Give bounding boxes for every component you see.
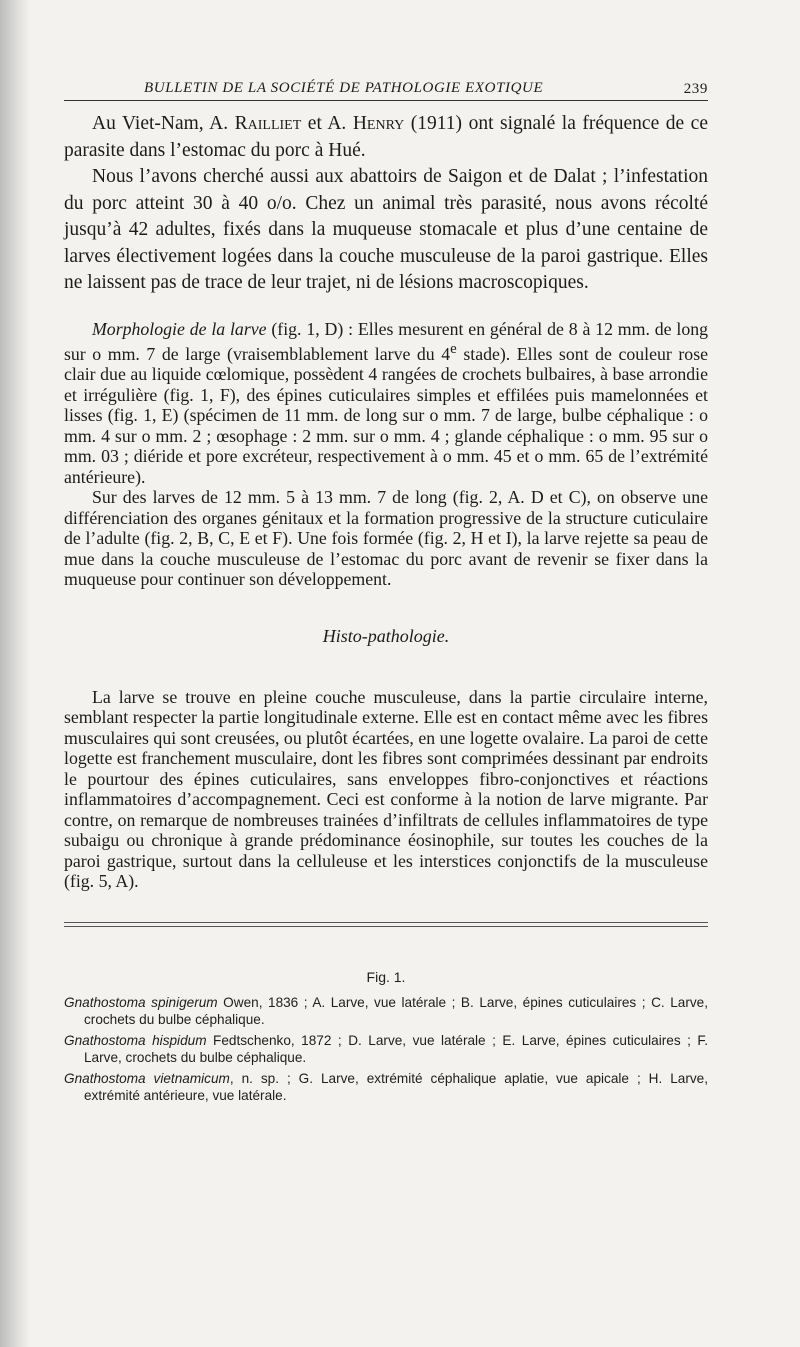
morphology-paragraph-1 — [64, 319, 708, 488]
figure-label: Fig. 1. — [366, 968, 406, 985]
morphology-text-a: (fig. 1, D) : Elles mesurent en général de 8 à 12 mm. de long sur o mm. 7 de large (vraisemblablement larve du 4 — [64, 318, 708, 364]
species-name: Gnathostoma spinigerum — [64, 994, 218, 1010]
histopathology-paragraph: La larve se trouve en pleine couche musculeuse, dans la partie circulaire interne, semblant respecter la partie longitudinale externe. Elle est en contact même avec les fibres musculaires qui sont creusées, ou plutôt écartées, en une logette ovalaire. La paroi de cette logette est franchement musculaire, dont les fibres sont comprimées dessinant par endroits le pourtour des épines cuticulaires, sans enveloppes fibro-conjonctives et réactions inflammatoires d’accompagnement. Ceci est conforme à la notion de larve migrante. Par contre, on remarque de nombreuses trainées d’infiltrats de cellules inflammatoires de type subaigu ou chronique à grande prédominance éosinophile, sur toutes les couches de la paroi gastrique, surtout dans la celluleuse et les interstices conjonctifs de la musculeuse (fig. 5, A). — [64, 686, 708, 892]
intro-paragraph-1 — [64, 111, 708, 164]
double-rule-divider — [64, 922, 708, 927]
intro-text-b: et A. — [301, 113, 353, 134]
page — [64, 74, 708, 1108]
caption-entry-3 — [64, 1070, 708, 1104]
intro-text-a: Au Viet-Nam, A. — [92, 113, 235, 134]
author-name-henry: Henry — [352, 113, 405, 134]
caption-text: , n. sp. ; G. Larve, extrémité céphalique aplatie, vue apicale ; H. Larve, extrémité antérieure, vue latérale. — [84, 1070, 708, 1103]
morphology-text-b: stade). Elles sont de couleur rose clair due au liquide cœlomique, possèdent 4 rangées de crochets bulbaires, à base arrondie et irrégulière (fig. 1, F), des épines cuticulaires simples et effilées puis mamelonnées et lisses (fig. 1, E) (spécimen de 11 mm. de long sur o mm. 7 de large, bulbe céphalique : o mm. 4 sur o mm. 2 ; œsophage : 2 mm. sur o mm. 4 ; glande céphalique : o mm. 95 sur o mm. 03 ; diéride et pore excréteur, respectivement à o mm. 45 et o mm. 65 de l’extrémité antérieure). — [64, 343, 709, 487]
caption-entry-1 — [64, 994, 708, 1028]
running-title: BULLETIN DE LA SOCIÉTÉ DE PATHOLOGIE EXOTIQUE — [144, 80, 544, 96]
binding-shadow — [0, 0, 30, 1347]
rule-line-2 — [64, 926, 708, 927]
morphology-label: Morphologie de la larve — [92, 318, 267, 339]
header-rule — [64, 100, 708, 101]
morphology-section — [64, 319, 708, 590]
morphology-superscript: e — [450, 341, 457, 357]
histopathology-section — [64, 687, 708, 892]
intro-section — [64, 111, 708, 297]
caption-entry-2 — [64, 1032, 708, 1066]
caption-text: Fedtschenko, 1872 ; D. Larve, vue latérale ; E. Larve, épines cuticulaires ; F. Larve, crochets du bulbe céphalique. — [84, 1032, 708, 1065]
running-head — [64, 74, 708, 100]
section-heading-histopathology: Histo-pathologie. — [322, 625, 450, 646]
species-name: Gnathostoma hispidum — [64, 1032, 207, 1048]
page-number: 239 — [683, 81, 708, 97]
intro-paragraph-2: Nous l’avons cherché aussi aux abattoirs de Saigon et de Dalat ; l’infestation du porc atteint 30 à 40 o/o. Chez un animal très parasité, nous avons récolté jusqu’à 42 adultes, fixés dans la muqueuse stomacale et plus d’une centaine de larves électivement logées dans la couche musculeuse de la paroi gastrique. Elles ne laissent pas de trace de leur trajet, ni de lésions macroscopiques. — [64, 166, 708, 293]
rule-line-1 — [64, 922, 708, 923]
intro-text-c: (1911) ont signalé la fréquence de ce parasite dans l’estomac du porc à Hué. — [64, 113, 708, 161]
caption-text: Owen, 1836 ; A. Larve, vue latérale ; B. Larve, épines cuticulaires ; C. Larve, crochets du bulbe céphalique. — [84, 994, 708, 1027]
author-name-railliet: Railliet — [234, 113, 302, 134]
figure-caption — [64, 969, 708, 1104]
species-name: Gnathostoma vietnamicum — [64, 1070, 230, 1086]
morphology-paragraph-2: Sur des larves de 12 mm. 5 à 13 mm. 7 de long (fig. 2, A. D et C), on observe une différenciation des organes génitaux et la formation progressive de la structure cuticulaire de l’adulte (fig. 2, B, C, E et F). Une fois formée (fig. 2, H et I), la larve rejette sa peau de mue dans la couche musculeuse de l’estomac du porc avant de revenir se fixer dans la muqueuse pour continuer son développement. — [64, 487, 708, 590]
